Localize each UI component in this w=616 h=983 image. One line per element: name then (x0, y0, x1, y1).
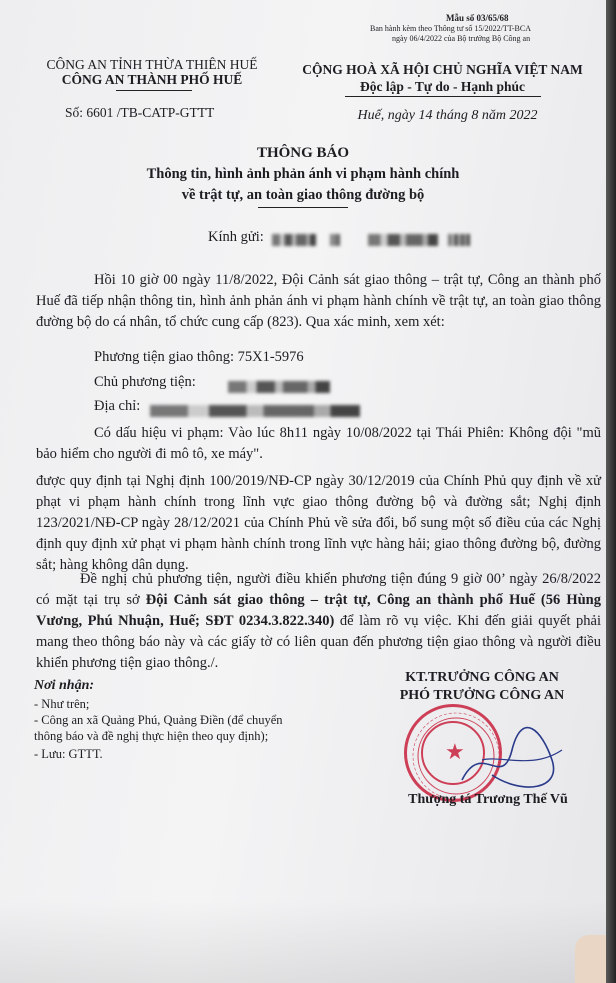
agency-parent: CÔNG AN TỈNH THỪA THIÊN HUẾ (46, 57, 258, 72)
paragraph-legal-basis: được quy định tại Nghị định 100/2019/NĐ-CP ngày 30/12/2019 của Chính Phủ quy định về xử phạt vi phạm hành chính trong lĩnh vực giao thông đường bộ và đường sắt; Nghị định 123/2021/NĐ-CP ngày 28/12/2021 của Chính Phủ về sửa đổi, bổ sung một số điều của các Nghị định quy định xử phạt vi phạm hành chính trong lĩnh vực hàng hải; giao thông đường bộ, đường sắt; hàng không dân dụng. (36, 473, 601, 573)
issue-date: Huế, ngày 14 tháng 8 năm 2022 (357, 108, 538, 123)
signer-name: Thượng tá Trương Thế Vũ (408, 792, 568, 807)
recipients-item-2b: thông báo và đề nghị thực hiện theo quy định); (34, 729, 269, 743)
owner-label: Chủ phương tiện: (94, 374, 196, 390)
form-line-1: Ban hành kèm theo Thông tư số 15/2022/TT-BCA (370, 24, 531, 33)
recipients-item-1: - Như trên; (34, 697, 90, 711)
recipients-item-2: - Công an xã Quảng Phú, Quảng Điền (để chuyển (34, 713, 283, 727)
document-title: THÔNG BÁO (256, 145, 350, 161)
request-text-c: để làm rõ vụ việc. Khi đến giải quyết phải mang theo thông báo này và các giấy tờ có liên quan đến phương tiện giao thông và người điều khiển phương tiện giao thông./. (36, 613, 602, 671)
paragraph-violation: Có dấu hiệu vi phạm: Vào lúc 8h11 ngày 10/08/2022 tại Thái Phiên: Không đội "mũ bảo hiểm cho người đi mô tô, xe máy". (36, 425, 601, 462)
paragraph-intro: Hồi 10 giờ 00 ngày 11/8/2022, Đội Cảnh sát giao thông – trật tự, Công an thành phố Huế đã tiếp nhận thông tin, hình ảnh phản ánh vi phạm hành chính về trật tự, an toàn giao thông đường bộ do cá nhân, tổ chức cung cấp (823). Qua xác minh, xem xét: (36, 272, 601, 330)
agency-name: CÔNG AN THÀNH PHỐ HUẾ (61, 72, 243, 87)
agency-underline (116, 90, 192, 91)
document-number: Số: 6601 /TB-CATP-GTTT (65, 105, 215, 120)
photo-background-edge (606, 0, 616, 983)
document-subtitle-2: về trật tự, an toàn giao thông đường bộ (181, 187, 425, 203)
nation-title: CỘNG HOÀ XÃ HỘI CHỦ NGHĨA VIỆT NAM (302, 62, 583, 77)
title-underline (258, 207, 348, 208)
motto-underline (345, 96, 541, 97)
national-motto: Độc lập - Tự do - Hạnh phúc (359, 79, 526, 94)
document-subtitle-1: Thông tin, hình ảnh phản ánh vi phạm hành chính (146, 166, 460, 182)
recipients-item-3: - Lưu: GTTT. (34, 747, 103, 761)
request-office: Đội Cảnh sát giao thông – trật tự, Công an thành phố Huế (56 Hùng Vương, Phú Nhuận, Huế; SĐT 0234.3.822.340) (36, 592, 601, 629)
thumb-in-photo (575, 935, 606, 983)
paper-shadow (0, 900, 606, 983)
redacted-address (150, 402, 360, 420)
redacted-recipient (272, 231, 470, 249)
signer-title-1: KT.TRƯỞNG CÔNG AN (405, 670, 559, 685)
form-number: Mẫu số 03/65/68 (446, 13, 509, 23)
handwritten-signature (452, 720, 572, 800)
seal-star-icon: ★ (445, 739, 465, 764)
signer-title-2: PHÓ TRƯỞNG CÔNG AN (399, 688, 565, 703)
vehicle-plate: Phương tiện giao thông: 75X1-5976 (94, 349, 304, 365)
form-line-2: ngày 06/4/2022 của Bộ trưởng Bộ Công an (392, 34, 531, 43)
redacted-owner (228, 378, 330, 396)
paragraph-request (36, 569, 601, 674)
recipient-label: Kính gửi: (208, 229, 264, 245)
request-text-a: Đề nghị chủ phương tiện, người điều khiển phương tiện đúng 9 giờ 00’ ngày 26/8/2022 có mặt tại trụ sở (36, 571, 601, 608)
address-label: Địa chỉ: (94, 398, 141, 414)
recipients-label: Nơi nhận: (34, 678, 95, 693)
